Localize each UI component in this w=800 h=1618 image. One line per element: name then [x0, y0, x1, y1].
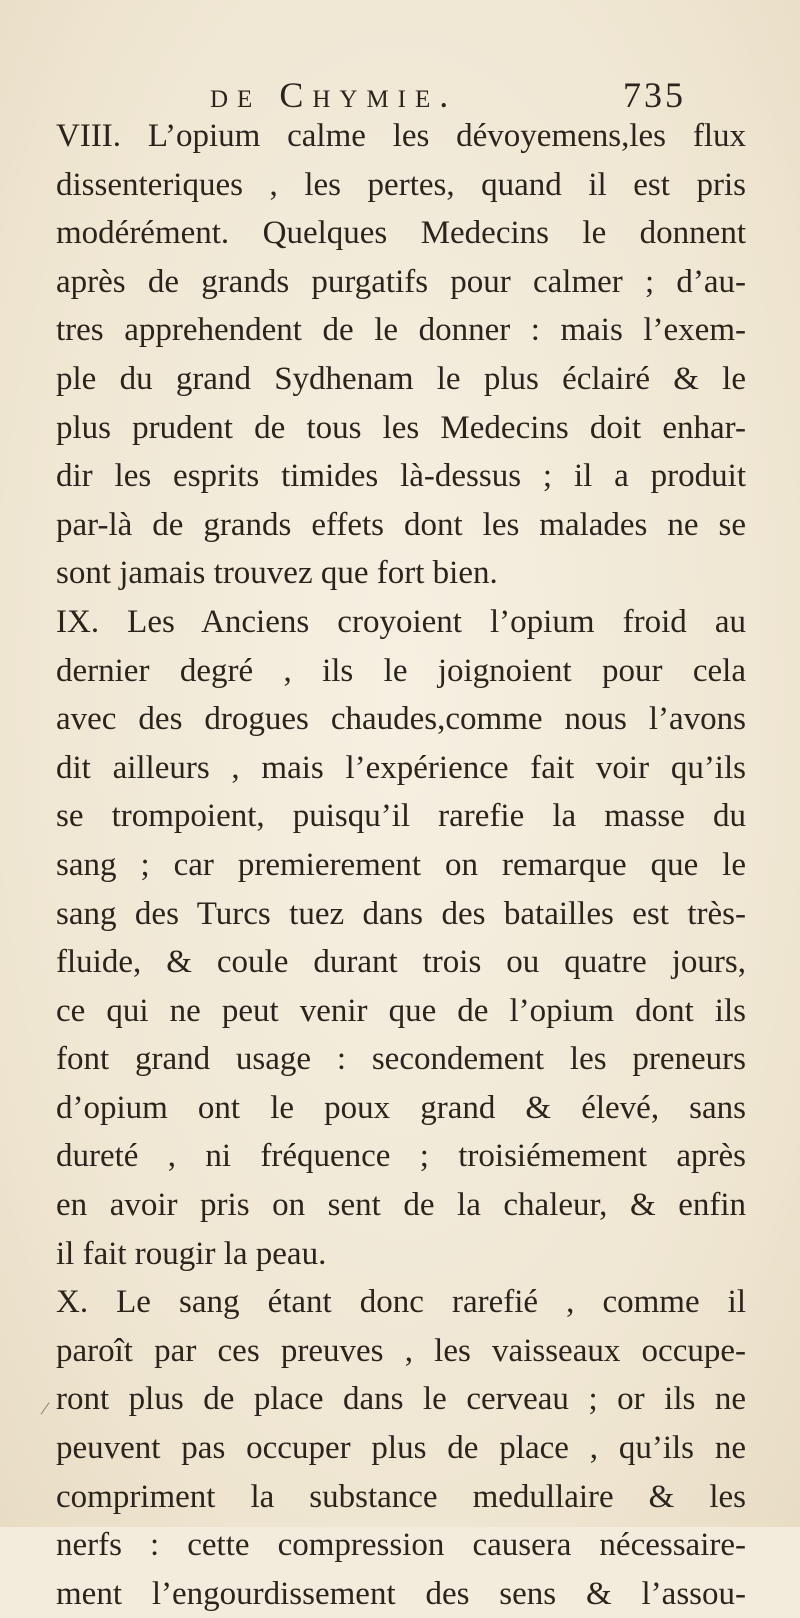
- page-number: 735: [623, 75, 686, 115]
- text-line: peuvent pas occuper plus de place , qu’ils ne: [56, 1430, 746, 1467]
- text-line: font grand usage : secondement les preneurs: [56, 1041, 746, 1078]
- text-line: se trompoient, puisqu’il rarefie la masse du: [56, 798, 746, 835]
- text-line: ment l’engourdissement des sens & l’assou-: [56, 1575, 746, 1612]
- text-line: en avoir pris on sent de la chaleur, & enfin: [56, 1187, 746, 1224]
- text-line: ce qui ne peut venir que de l’opium dont ils: [56, 992, 746, 1029]
- running-title: de Chymie.: [210, 75, 458, 115]
- page-header: [210, 68, 690, 118]
- paragraph-end-line: sont jamais trouvez que fort bien.: [56, 555, 498, 592]
- ink-mark: [41, 1402, 50, 1414]
- text-line: paroît par ces preuves , les vaisseaux occupe-: [56, 1332, 746, 1369]
- text-line: ront plus de place dans le cerveau ; or ils ne: [56, 1381, 746, 1418]
- text-line: modérément. Quelques Medecins le donnent: [56, 215, 746, 252]
- text-line: fluide, & coule durant trois ou quatre jours,: [56, 944, 746, 981]
- text-line: d’opium ont le poux grand & élevé, sans: [56, 1089, 746, 1126]
- text-line: VIII. L’opium calme les dévoyemens,les flux: [56, 118, 746, 154]
- text-line: par-là de grands effets dont les malades ne se: [56, 506, 746, 543]
- text-line: sang des Turcs tuez dans des batailles est très-: [56, 895, 746, 932]
- text-line: plus prudent de tous les Medecins doit enhar-: [56, 409, 746, 446]
- text-line: avec des drogues chaudes,comme nous l’avons: [56, 701, 746, 738]
- text-line: nerfs : cette compression causera nécessaire-: [56, 1527, 746, 1564]
- text-line: compriment la substance medullaire & les: [56, 1478, 746, 1515]
- text-line: X. Le sang étant donc rarefié , comme il: [56, 1284, 746, 1321]
- text-line: dit ailleurs , mais l’expérience fait voir qu’ils: [56, 749, 746, 786]
- text-line: dissenteriques , les pertes, quand il est pris: [56, 166, 746, 203]
- text-line: IX. Les Anciens croyoient l’opium froid au: [56, 603, 746, 640]
- text-line: sang ; car premierement on remarque que le: [56, 846, 746, 883]
- text-line: ple du grand Sydhenam le plus éclairé & le: [56, 360, 746, 397]
- text-line: dir les esprits timides là-dessus ; il a produit: [56, 458, 746, 495]
- text-line: dureté , ni fréquence ; troisiémement après: [56, 1138, 746, 1175]
- text-line: tres apprehendent de le donner : mais l’exem-: [56, 312, 746, 349]
- text-line: après de grands purgatifs pour calmer ; d’au-: [56, 263, 746, 300]
- paragraph-end-line: il fait rougir la peau.: [56, 1235, 327, 1272]
- text-line: dernier degré , ils le joignoient pour cela: [56, 652, 746, 689]
- body-text: [56, 112, 746, 1618]
